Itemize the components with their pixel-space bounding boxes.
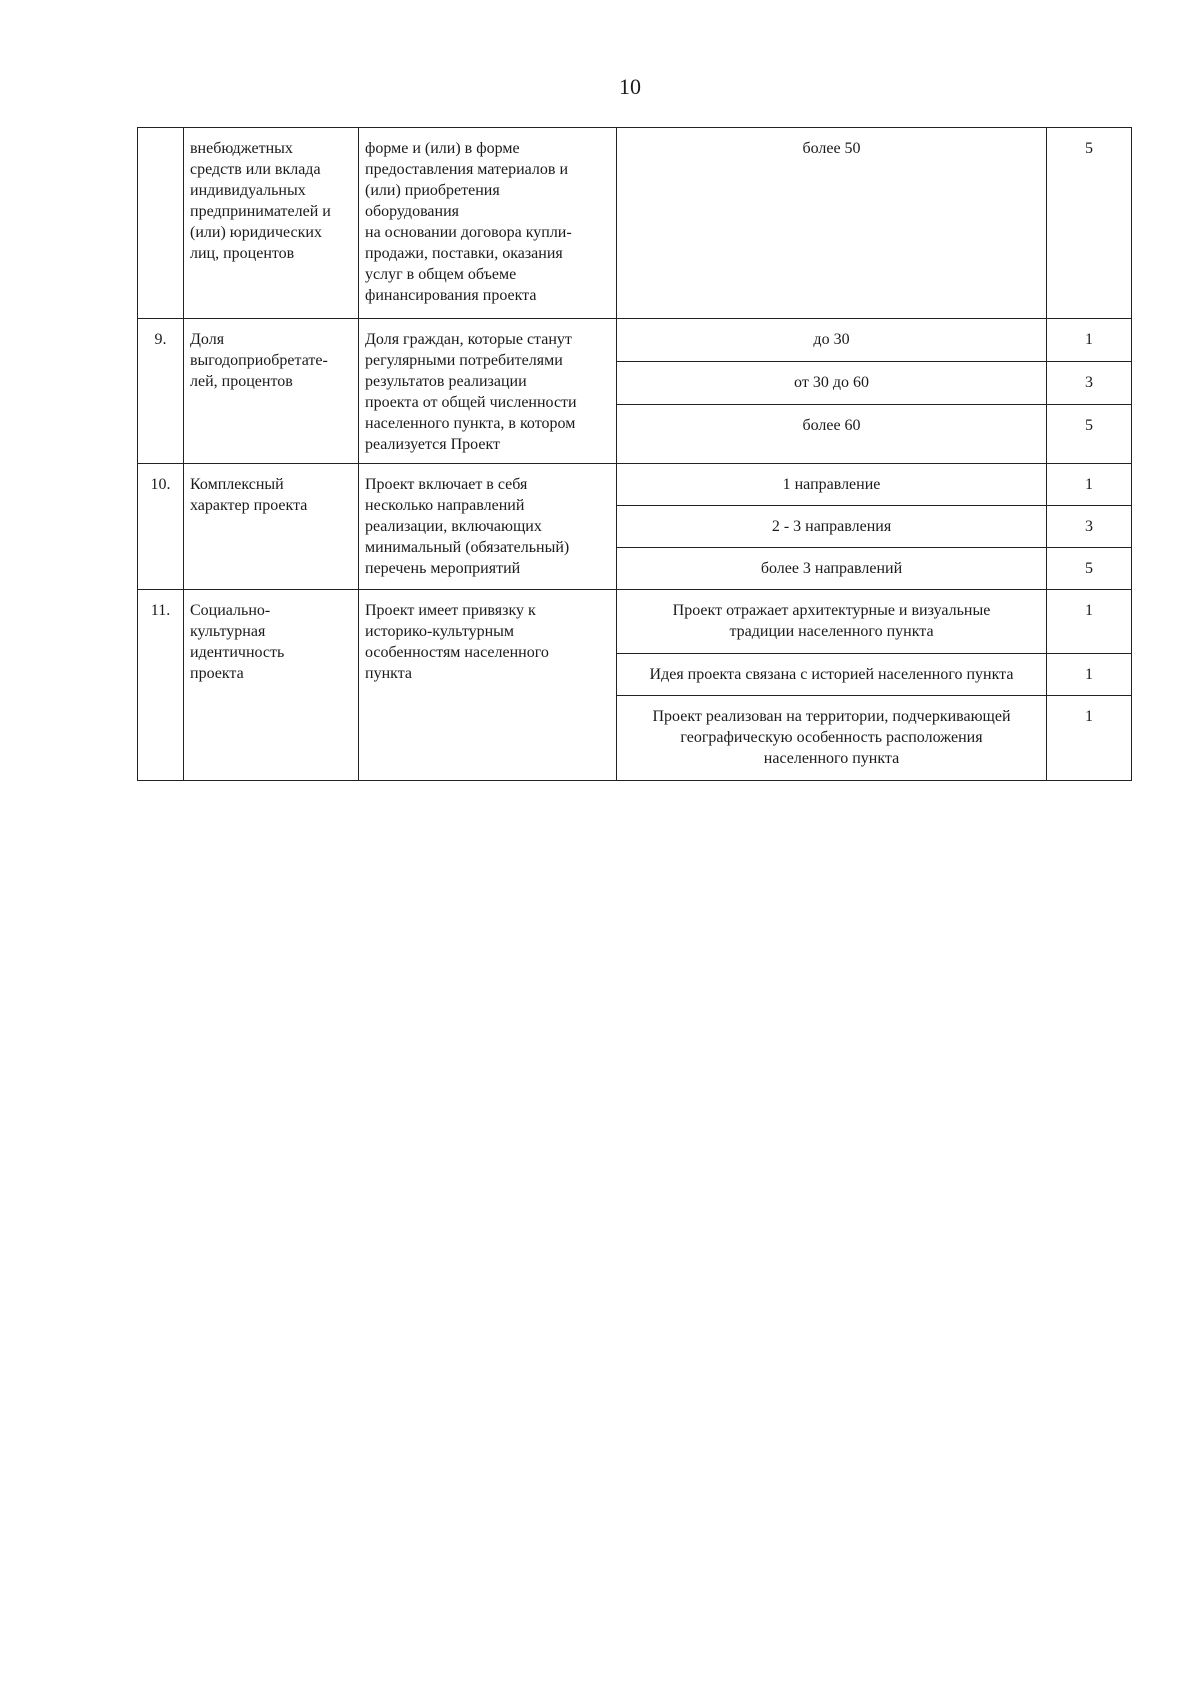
criterion-score-cell: 1 — [1047, 319, 1132, 362]
row-number-cell — [138, 128, 184, 319]
criterion-name-line: лей, процентов — [190, 373, 293, 390]
criterion-description-line: продажи, поставки, оказания — [365, 245, 563, 262]
criterion-description-line: Проект имеет привязку к — [365, 602, 536, 619]
criterion-score-cell: 5 — [1047, 128, 1132, 319]
criterion-description-line: реализации, включающих — [365, 518, 542, 535]
row-number-cell: 10. — [138, 464, 184, 590]
row-number-cell: 9. — [138, 319, 184, 464]
criterion-name-cell — [184, 464, 359, 590]
criterion-name-line: Социально- — [190, 602, 271, 619]
criterion-score-cell: 1 — [1047, 654, 1132, 696]
criterion-description-line: населенного пункта, в котором — [365, 415, 576, 432]
criterion-value-line: Проект реализован на территории, подчеркивающей — [652, 708, 1011, 725]
criteria-table — [137, 127, 1132, 781]
criterion-description-line: регулярными потребителями — [365, 352, 563, 369]
criterion-value-cell — [617, 696, 1047, 781]
criterion-name-line: индивидуальных — [190, 182, 306, 199]
criterion-name-line: проекта — [190, 665, 244, 682]
criterion-name-line: Комплексный — [190, 476, 284, 493]
criterion-description-line: оборудования — [365, 203, 459, 220]
criterion-score-cell: 3 — [1047, 506, 1132, 548]
criterion-description-line: историко-культурным — [365, 623, 515, 640]
criterion-name-line: выгодоприобретате- — [190, 352, 328, 369]
criterion-description-line: на основании договора купли- — [365, 224, 572, 241]
criterion-description-line: особенностям населенного — [365, 644, 549, 661]
criterion-description-line: проекта от общей численности — [365, 394, 577, 411]
criterion-value-line: географическую особенность расположения — [680, 729, 983, 746]
criterion-name-line: внебюджетных — [190, 140, 293, 157]
criterion-score-cell: 1 — [1047, 696, 1132, 781]
criterion-description-line: результатов реализации — [365, 373, 527, 390]
criterion-name-line: культурная — [190, 623, 266, 640]
table-row — [138, 128, 1132, 319]
criterion-name-line: характер проекта — [190, 497, 308, 514]
criterion-score-cell: 5 — [1047, 548, 1132, 590]
criterion-description-line: (или) приобретения — [365, 182, 500, 199]
criterion-description-cell — [359, 319, 617, 464]
criterion-description-line: финансирования проекта — [365, 287, 537, 304]
row-number-cell: 11. — [138, 590, 184, 781]
criterion-value-cell: 1 направление — [617, 464, 1047, 506]
criterion-value-cell: более 3 направлений — [617, 548, 1047, 590]
criterion-name-line: идентичность — [190, 644, 285, 661]
criterion-name-line: Доля — [190, 331, 225, 348]
criterion-value-line: Идея проекта связана с историей населенного пункта — [649, 666, 1014, 683]
criterion-value-line: Проект отражает архитектурные и визуальные — [672, 602, 991, 619]
criterion-score-cell: 5 — [1047, 404, 1132, 463]
table-row — [138, 319, 1132, 362]
criterion-description-line: Проект включает в себя — [365, 476, 528, 493]
criterion-name-line: предпринимателей и — [190, 203, 331, 220]
criterion-name-cell — [184, 319, 359, 464]
criterion-name-line: (или) юридических — [190, 224, 322, 241]
criterion-value-cell: от 30 до 60 — [617, 361, 1047, 404]
criterion-value-cell: более 60 — [617, 404, 1047, 463]
criterion-description-line: Доля граждан, которые станут — [365, 331, 572, 348]
table-row — [138, 590, 1132, 654]
page-number: 10 — [619, 74, 641, 99]
criterion-score-cell: 1 — [1047, 590, 1132, 654]
criterion-value-cell: 2 - 3 направления — [617, 506, 1047, 548]
criterion-description-cell — [359, 464, 617, 590]
criterion-name-cell — [184, 128, 359, 319]
criterion-description-line: реализуется Проект — [365, 436, 501, 453]
criterion-description-line: пункта — [365, 665, 412, 682]
criterion-name-line: лиц, процентов — [190, 245, 295, 262]
criterion-value-cell — [617, 654, 1047, 696]
criterion-value-cell: до 30 — [617, 319, 1047, 362]
criterion-description-line: услуг в общем объеме — [365, 266, 517, 283]
criterion-description-cell — [359, 128, 617, 319]
criterion-description-cell — [359, 590, 617, 781]
table-row — [138, 464, 1132, 506]
criterion-value-line: населенного пункта — [763, 750, 900, 767]
criterion-name-cell — [184, 590, 359, 781]
criterion-value-line: традиции населенного пункта — [729, 623, 934, 640]
criterion-description-line: предоставления материалов и — [365, 161, 568, 178]
criterion-value-cell — [617, 590, 1047, 654]
criterion-description-line: минимальный (обязательный) — [365, 539, 570, 556]
criterion-description-line: перечень мероприятий — [365, 560, 521, 577]
criterion-description-line: несколько направлений — [365, 497, 525, 514]
criterion-score-cell: 1 — [1047, 464, 1132, 506]
criterion-name-line: средств или вклада — [190, 161, 321, 178]
criterion-description-line: форме и (или) в форме — [365, 140, 520, 157]
criterion-value-cell: более 50 — [617, 128, 1047, 319]
criterion-score-cell: 3 — [1047, 361, 1132, 404]
